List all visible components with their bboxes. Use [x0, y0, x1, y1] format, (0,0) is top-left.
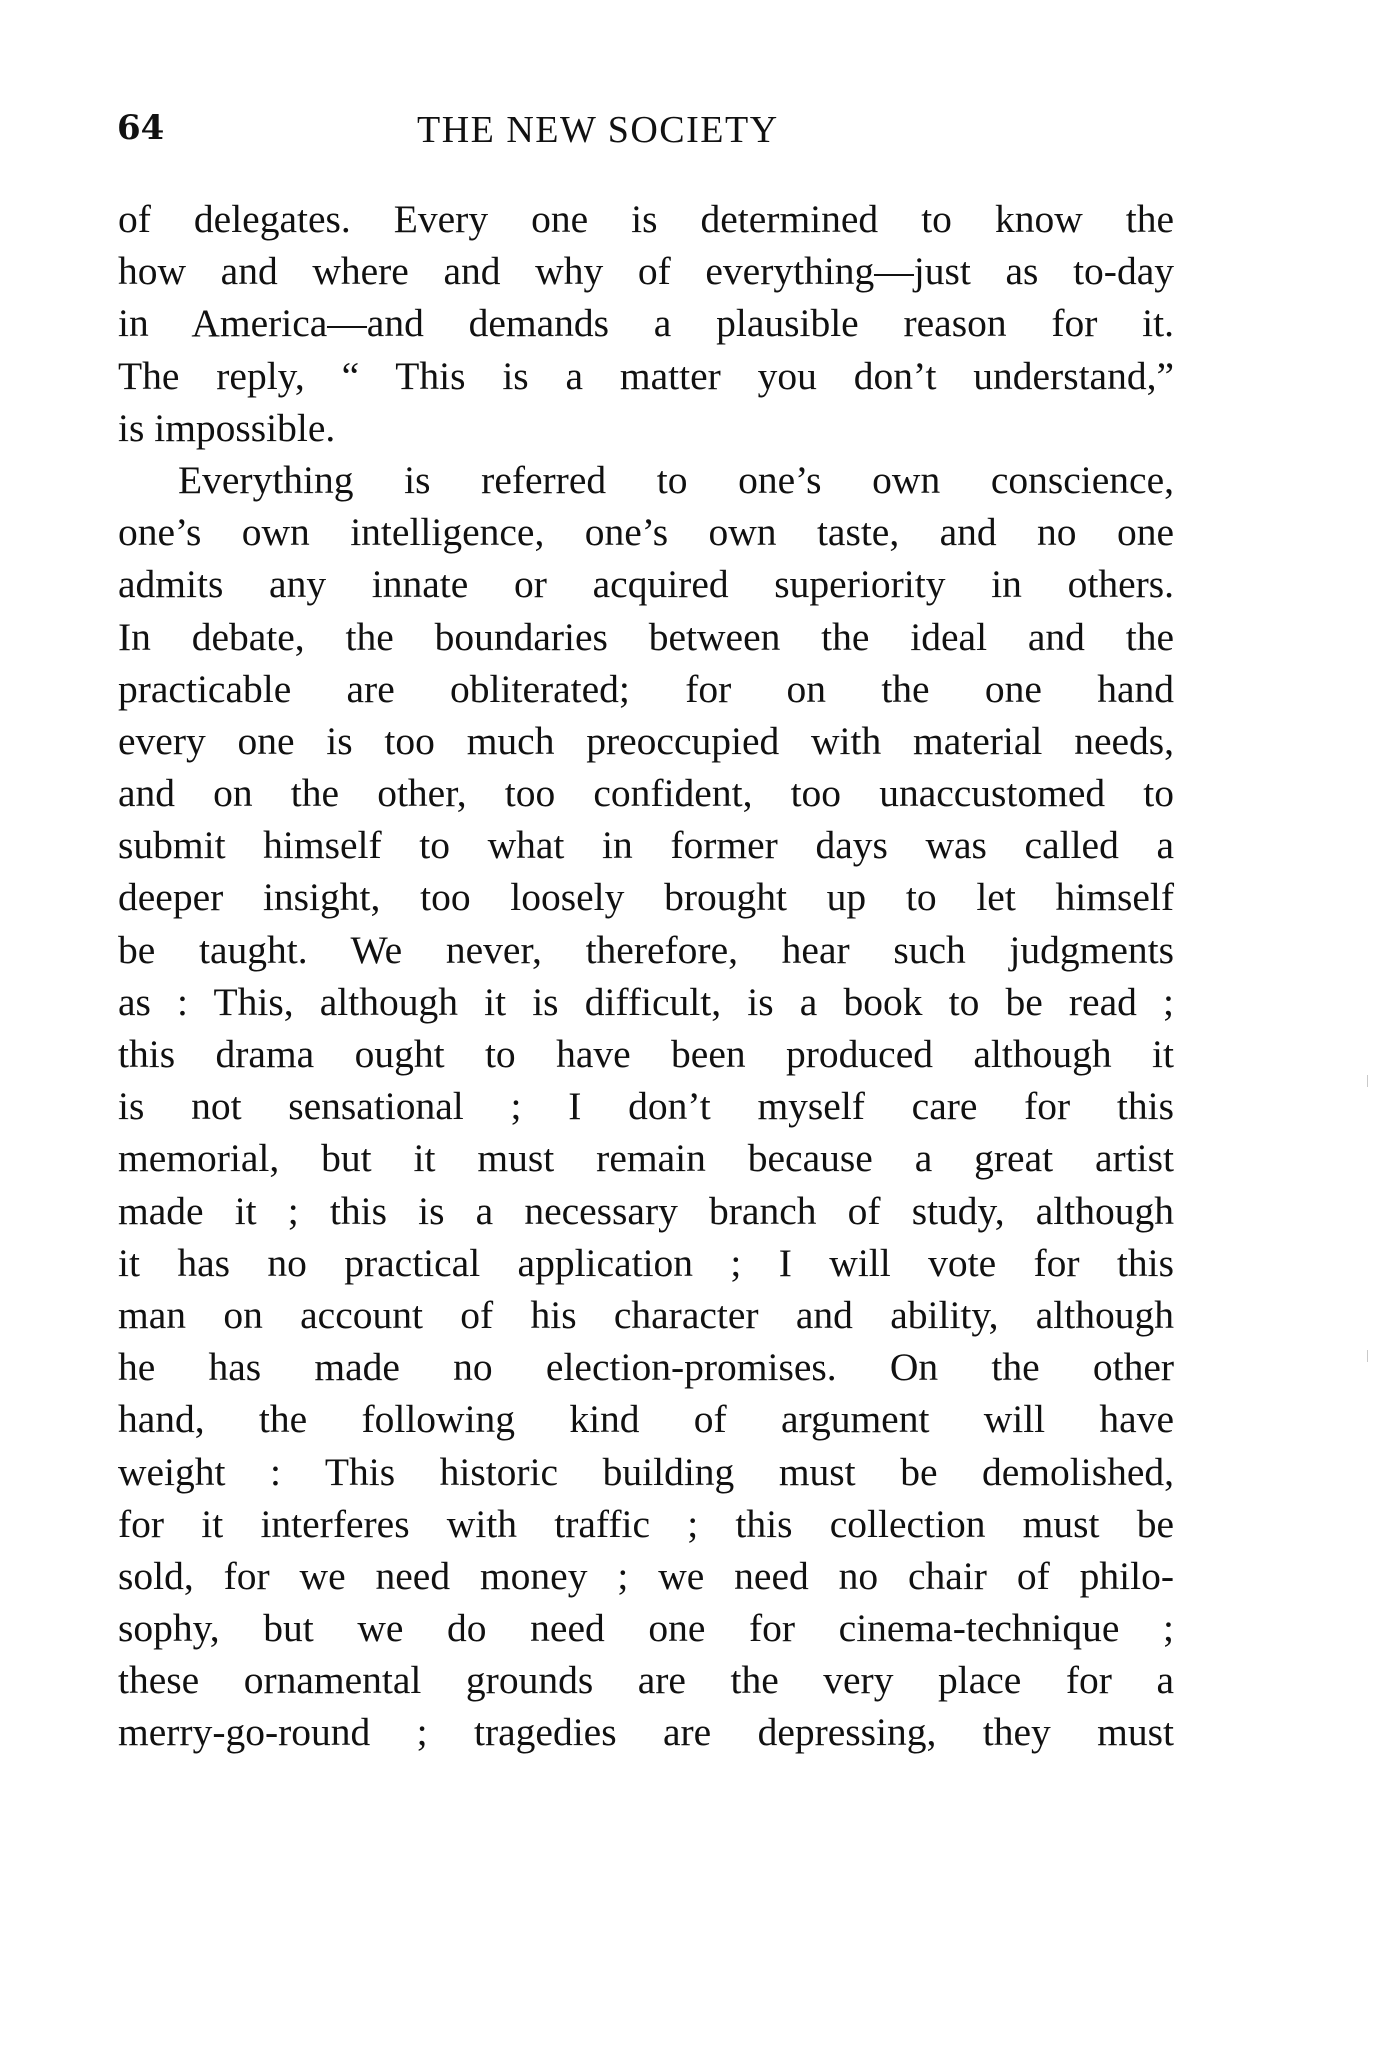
text-line: is impossible.: [118, 405, 336, 450]
text-line: memorial, but it must remain because a great artist: [118, 1136, 1174, 1181]
text-line: admits any innate or acquired superiority in others.: [118, 562, 1174, 607]
text-line: sophy, but we do need one for cinema-technique ;: [118, 1606, 1174, 1651]
text-line: it has no practical application ; I will vote for this: [118, 1240, 1174, 1285]
text-line: hand, the following kind of argument will have: [118, 1397, 1174, 1442]
text-line: is not sensational ; I don’t myself care for this: [118, 1084, 1174, 1129]
page-number: 64: [117, 108, 165, 148]
text-line: every one is too much preoccupied with material needs,: [118, 718, 1174, 763]
text-line: one’s own intelligence, one’s own taste, and no one: [118, 510, 1174, 555]
text-line: for it interferes with traffic ; this collection must be: [118, 1501, 1174, 1546]
page-header: [117, 108, 1177, 168]
text-line: these ornamental grounds are the very place for a: [118, 1658, 1174, 1703]
text-line: Everything is referred to one’s own conscience,: [178, 457, 1174, 502]
text-line: The reply, “ This is a matter you don’t understand,”: [118, 353, 1174, 398]
text-line: of delegates. Every one is determined to know the: [118, 197, 1174, 241]
scan-margin-mark: [1367, 1075, 1368, 1087]
text-line: made it ; this is a necessary branch of study, although: [118, 1188, 1174, 1233]
text-line: sold, for we need money ; we need no chair of philo-: [118, 1553, 1174, 1598]
text-line: deeper insight, too loosely brought up to let himself: [118, 875, 1174, 920]
text-line: In debate, the boundaries between the ideal and the: [118, 614, 1174, 659]
text-line: man on account of his character and ability, although: [118, 1292, 1174, 1337]
text-line: he has made no election-promises. On the other: [118, 1345, 1174, 1390]
running-title: THE NEW SOCIETY: [417, 109, 779, 151]
text-line: weight : This historic building must be demolished,: [118, 1449, 1174, 1494]
text-line: as : This, although it is difficult, is a book to be read ;: [118, 979, 1174, 1024]
text-line: practicable are obliterated; for on the one hand: [118, 666, 1174, 711]
text-line: be taught. We never, therefore, hear such judgments: [118, 927, 1174, 972]
body-text: [118, 193, 1174, 1759]
text-line: how and where and why of everything—just as to-day: [118, 249, 1174, 294]
scan-margin-mark: [1367, 1350, 1368, 1362]
text-line: in America—and demands a plausible reason for it.: [118, 301, 1174, 346]
text-line: and on the other, too confident, too unaccustomed to: [118, 771, 1174, 816]
text-line: this drama ought to have been produced although it: [118, 1032, 1174, 1076]
text-line: submit himself to what in former days was called a: [118, 823, 1174, 868]
text-line: merry-go-round ; tragedies are depressing, they must: [118, 1710, 1174, 1755]
